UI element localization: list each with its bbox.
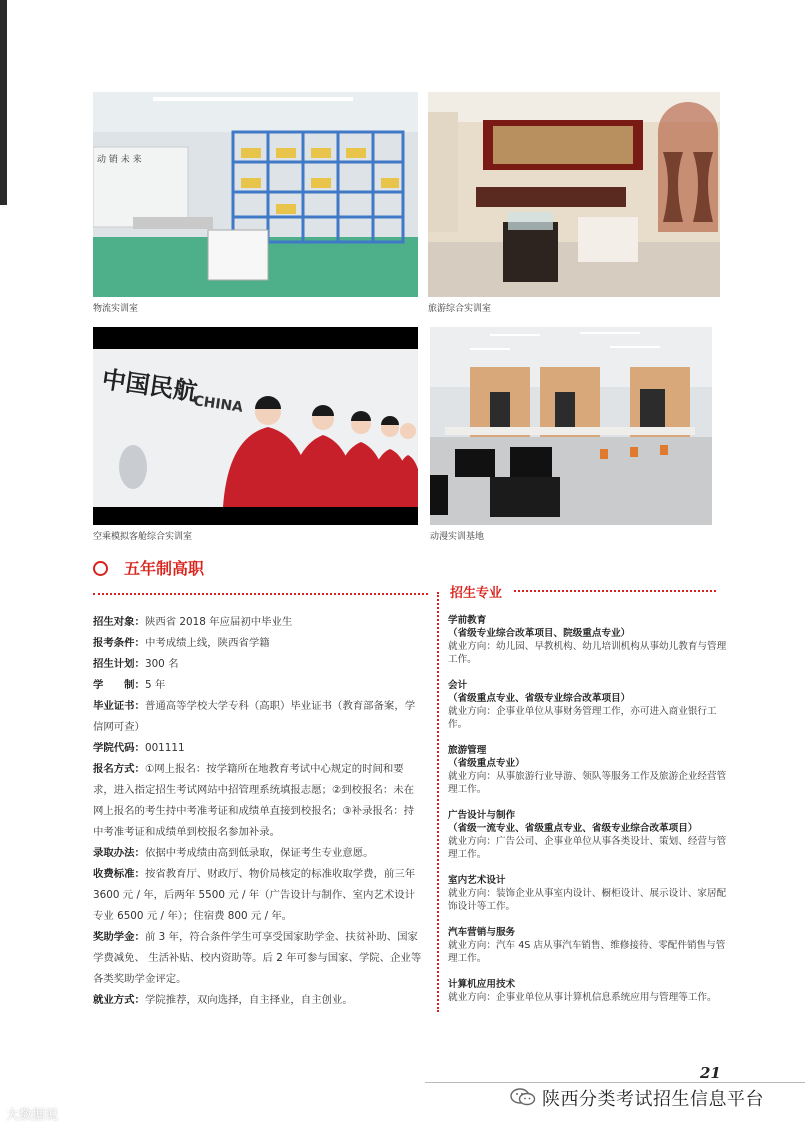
majors-heading-divider: [514, 590, 716, 592]
major-name: 汽车营销与服务: [448, 927, 516, 938]
animation-base-photo: [430, 327, 712, 525]
animation-base-caption: 动漫实训基地: [430, 532, 485, 542]
info-text: 5 年: [144, 679, 166, 691]
footer-divider: [425, 1082, 805, 1083]
info-text: 前 3 年，符合条件学生可享受国家助学金、扶贫补助、国家学费减免、 生活补贴、校内资助等。后 2 年可参与国家、学院、企业等各类奖助学金评定。: [93, 931, 422, 985]
logistics-wall-sign: 动 销 未 来: [97, 155, 142, 165]
info-text: 普通高等学校大学专科（高职）毕业证书（教育部备案，学信网可查）: [93, 700, 416, 733]
info-text: 按省教育厅、财政厅、物价局核定的标准收取学费，前三年 3600 元 / 年，后两年 5500 元 / 年（广告设计与制作、室内艺术设计专业 6500 元 / 年）；住宿费 800 元 / 年。: [93, 868, 416, 922]
info-label: 学 制：: [93, 679, 145, 691]
major-description: 就业方向：汽车 4S 店从事汽车销售、维修接待、零配件销售与管理工作。: [448, 940, 726, 964]
major-item: [448, 874, 730, 913]
info-row: [93, 927, 423, 990]
enrollment-info: [93, 612, 423, 1011]
info-text: 中考成绩上线，陕西省学籍: [144, 637, 270, 649]
section-title: 五年制高职: [124, 559, 205, 578]
aviation-cabin-photo: [93, 327, 418, 525]
info-text: 陕西省 2018 年应届初中毕业生: [144, 616, 293, 628]
page-edge-bar: [0, 0, 7, 205]
major-item: [448, 978, 730, 1004]
major-name: 学前教育: [448, 615, 487, 626]
major-item: [448, 744, 730, 796]
major-name: 室内艺术设计: [448, 875, 506, 886]
major-description: 就业方向：企事业单位从事计算机信息系统应用与管理等工作。: [448, 992, 717, 1003]
info-row: [93, 675, 423, 696]
major-note: （省级重点专业、省级专业综合改革项目）: [448, 693, 631, 704]
tourism-lab-photo: [428, 92, 720, 297]
section-bullet-icon: [93, 561, 108, 576]
major-note: （省级重点专业）: [448, 758, 525, 769]
info-text: 学院推荐，双向选择，自主择业，自主创业。: [144, 994, 353, 1006]
info-label: 学院代码：: [93, 742, 145, 754]
info-label: 收费标准：: [93, 868, 145, 880]
major-description: 就业方向：装饰企业从事室内设计、橱柜设计、展示设计、家居配饰设计等工作。: [448, 888, 727, 912]
info-label: 报名方式：: [93, 763, 145, 775]
major-name: 旅游管理: [448, 745, 487, 756]
info-label: 招生计划：: [93, 658, 145, 670]
major-item: [448, 926, 730, 965]
info-label: 毕业证书：: [93, 700, 145, 712]
info-row: [93, 738, 423, 759]
major-name: 广告设计与制作: [448, 810, 516, 821]
platform-name: 陕西分类考试招生信息平台: [542, 1089, 764, 1110]
aviation-cabin-caption: 空乘模拟客舱综合实训室: [93, 532, 193, 542]
svg-text:中国民航: 中国民航: [100, 365, 200, 407]
watermark-logo: 大数据说: [6, 1108, 59, 1123]
info-label: 就业方式：: [93, 994, 145, 1006]
dotted-divider: [93, 593, 428, 595]
info-row: [93, 843, 423, 864]
info-text: ①网上报名：按学籍所在地教育考试中心规定的时间和要求，进入指定招生考试网站中招管理系统填报志愿；②到校报名：未在网上报名的考生持中考准考证和成绩单直接到校报名；③补录报名：持中考准考证和成绩单到校报名参加补录。: [93, 763, 415, 838]
major-item: [448, 614, 730, 666]
svg-text:CHINA: CHINA: [192, 393, 244, 416]
major-note: （省级一流专业、省级重点专业、省级专业综合改革项目）: [448, 823, 698, 834]
info-text: 001111: [144, 742, 185, 754]
info-row: [93, 633, 423, 654]
major-name: 会计: [448, 680, 468, 691]
major-note: （省级专业综合改革项目、院级重点专业）: [448, 628, 631, 639]
info-label: 招生对象：: [93, 616, 145, 628]
major-description: 就业方向：广告公司、企事业单位从事各类设计、策划、经营与管理工作。: [448, 836, 727, 860]
page-number: 21: [700, 1064, 721, 1082]
info-row: [93, 990, 423, 1011]
major-name: 计算机应用技术: [448, 979, 516, 990]
major-item: [448, 679, 730, 731]
majors-list: [448, 614, 730, 1017]
info-row: [93, 759, 423, 843]
major-item: [448, 809, 730, 861]
info-text: 依据中考成绩由高到低录取，保证考生专业意愿。: [144, 847, 374, 859]
info-label: 录取办法：: [93, 847, 145, 859]
info-label: 报考条件：: [93, 637, 145, 649]
info-text: 300 名: [144, 658, 179, 670]
majors-heading: 招生专业: [450, 586, 503, 601]
info-row: [93, 654, 423, 675]
column-divider: [437, 592, 439, 1012]
info-row: [93, 696, 423, 738]
tourism-lab-caption: 旅游综合实训室: [428, 304, 492, 314]
info-row: [93, 612, 423, 633]
logistics-lab-caption: 物流实训室: [93, 304, 139, 314]
logistics-lab-photo: [93, 92, 418, 297]
major-description: 就业方向：幼儿园、早教机构、幼儿培训机构从事幼儿教育与管理工作。: [448, 641, 727, 665]
major-description: 就业方向：从事旅游行业导游、领队等服务工作及旅游企业经营管理工作。: [448, 771, 727, 795]
info-row: [93, 864, 423, 927]
info-label: 奖助学金：: [93, 931, 145, 943]
major-description: 就业方向：企事业单位从事财务管理工作，亦可进入商业银行工作。: [448, 706, 717, 730]
wechat-icon: [510, 1088, 536, 1106]
